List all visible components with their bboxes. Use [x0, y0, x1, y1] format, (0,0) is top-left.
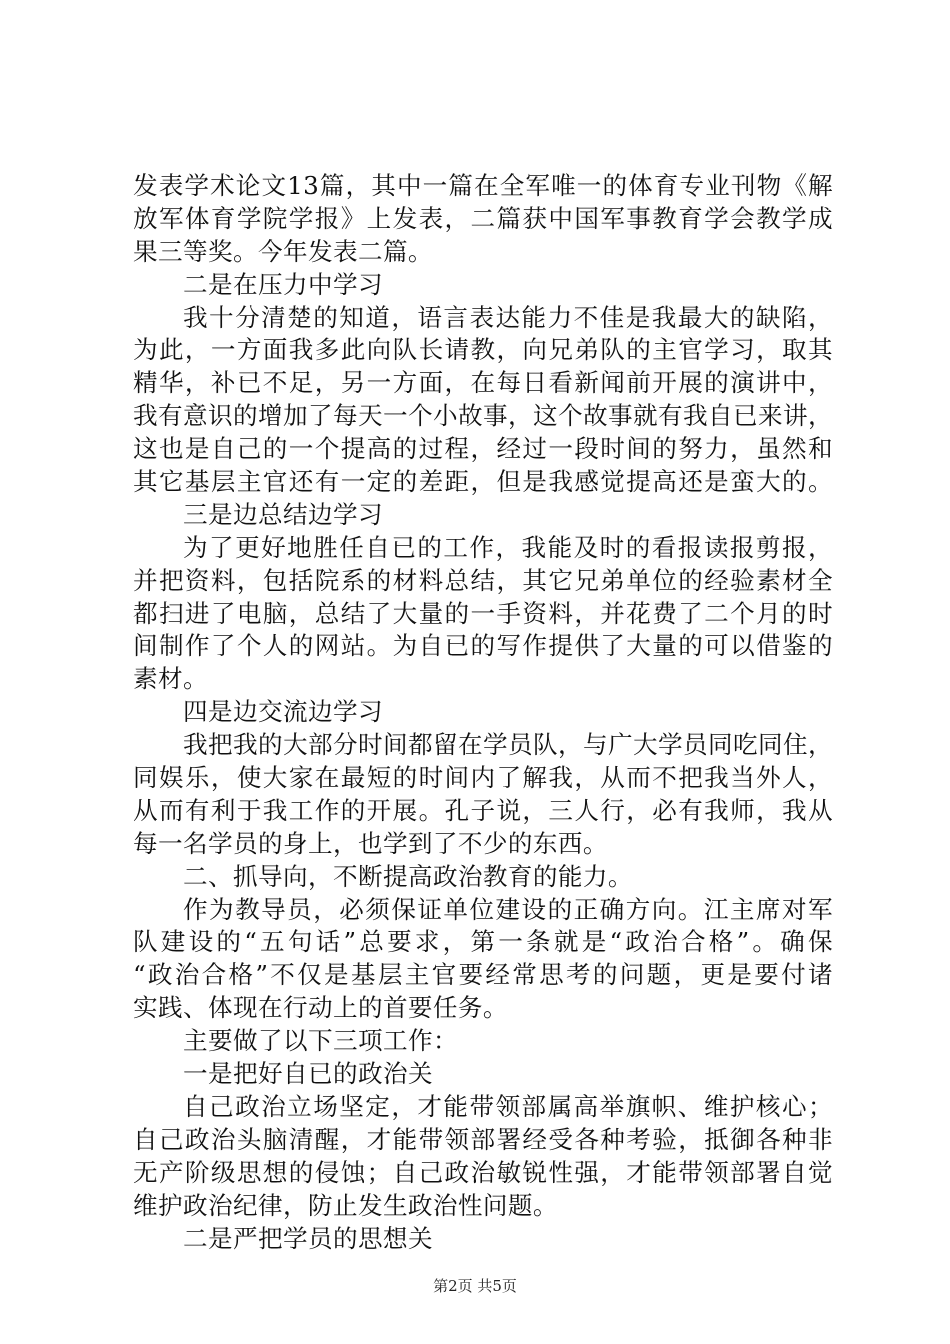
text-line: 作为教导员，必须保证单位建设的正确方向。江主席对军: [183, 894, 833, 924]
text-line: 二是在压力中学习: [183, 269, 383, 299]
text-line: 精华，补已不足，另一方面，在每日看新闻前开展的演讲中，: [133, 368, 833, 398]
text-line: 其它基层主官还有一定的差距，但是我感觉提高还是蛮大的。: [133, 467, 833, 497]
text-line: “政治合格”不仅是基层主官要经常思考的问题，更是要付诸: [133, 960, 833, 990]
text-line: 自己政治立场坚定，才能带领部属高举旗帜、维护核心；: [183, 1091, 833, 1121]
text-line: 每一名学员的身上，也学到了不少的东西。: [133, 828, 608, 858]
text-line: 三是边总结边学习: [183, 499, 383, 529]
text-line: 同娱乐，使大家在最短的时间内了解我，从而不把我当外人，: [133, 763, 833, 793]
text-line: 发表学术论文13篇，其中一篇在全军唯一的体育专业刊物《解: [133, 171, 833, 200]
text-line: 我十分清楚的知道，语言表达能力不佳是我最大的缺陷，: [183, 302, 833, 332]
text-line: 二、抓导向，不断提高政治教育的能力。: [183, 861, 633, 891]
text-line: 一是把好自已的政治关: [183, 1059, 433, 1089]
text-line: 我把我的大部分时间都留在学员队，与广大学员同吃同住，: [183, 730, 833, 760]
text-line: 放军体育学院学报》上发表，二篇获中国军事教育学会教学成: [133, 203, 833, 233]
text-line: 都扫进了电脑，总结了大量的一手资料，并花费了二个月的时: [133, 598, 833, 628]
text-line: 间制作了个人的网站。为自已的写作提供了大量的可以借鉴的: [133, 631, 833, 661]
text-line: 四是边交流边学习: [183, 697, 383, 727]
text-line: 果三等奖。今年发表二篇。: [133, 236, 433, 266]
text-line: 我有意识的增加了每天一个小故事，这个故事就有我自已来讲，: [133, 401, 833, 431]
text-line: 主要做了以下三项工作：: [183, 1026, 458, 1056]
text-line: 从而有利于我工作的开展。孔子说，三人行，必有我师，我从: [133, 795, 833, 825]
text-line: 二是严把学员的思想关: [183, 1223, 433, 1253]
text-line: 无产阶级思想的侵蚀；自己政治敏锐性强，才能带领部署自觉: [133, 1157, 833, 1187]
text-line: 这也是自己的一个提高的过程，经过一段时间的努力，虽然和: [133, 434, 833, 464]
page-footer: 第2页 共5页: [433, 1277, 517, 1295]
text-line: 为此，一方面我多此向队长请教，向兄弟队的主官学习，取其: [133, 335, 833, 365]
text-line: 为了更好地胜任自已的工作，我能及时的看报读报剪报，: [183, 532, 833, 562]
text-line: 自己政治头脑清醒，才能带领部署经受各种考验，抵御各种非: [133, 1124, 833, 1154]
text-line: 维护政治纪律，防止发生政治性问题。: [133, 1190, 558, 1220]
document-body: [133, 170, 833, 1255]
text-line: 队建设的“五句话”总要求，第一条就是“政治合格”。确保: [133, 927, 833, 957]
text-line: 素材。: [133, 664, 208, 694]
text-line: 并把资料，包括院系的材料总结，其它兄弟单位的经验素材全: [133, 565, 833, 595]
text-line: 实践、体现在行动上的首要任务。: [133, 993, 508, 1023]
